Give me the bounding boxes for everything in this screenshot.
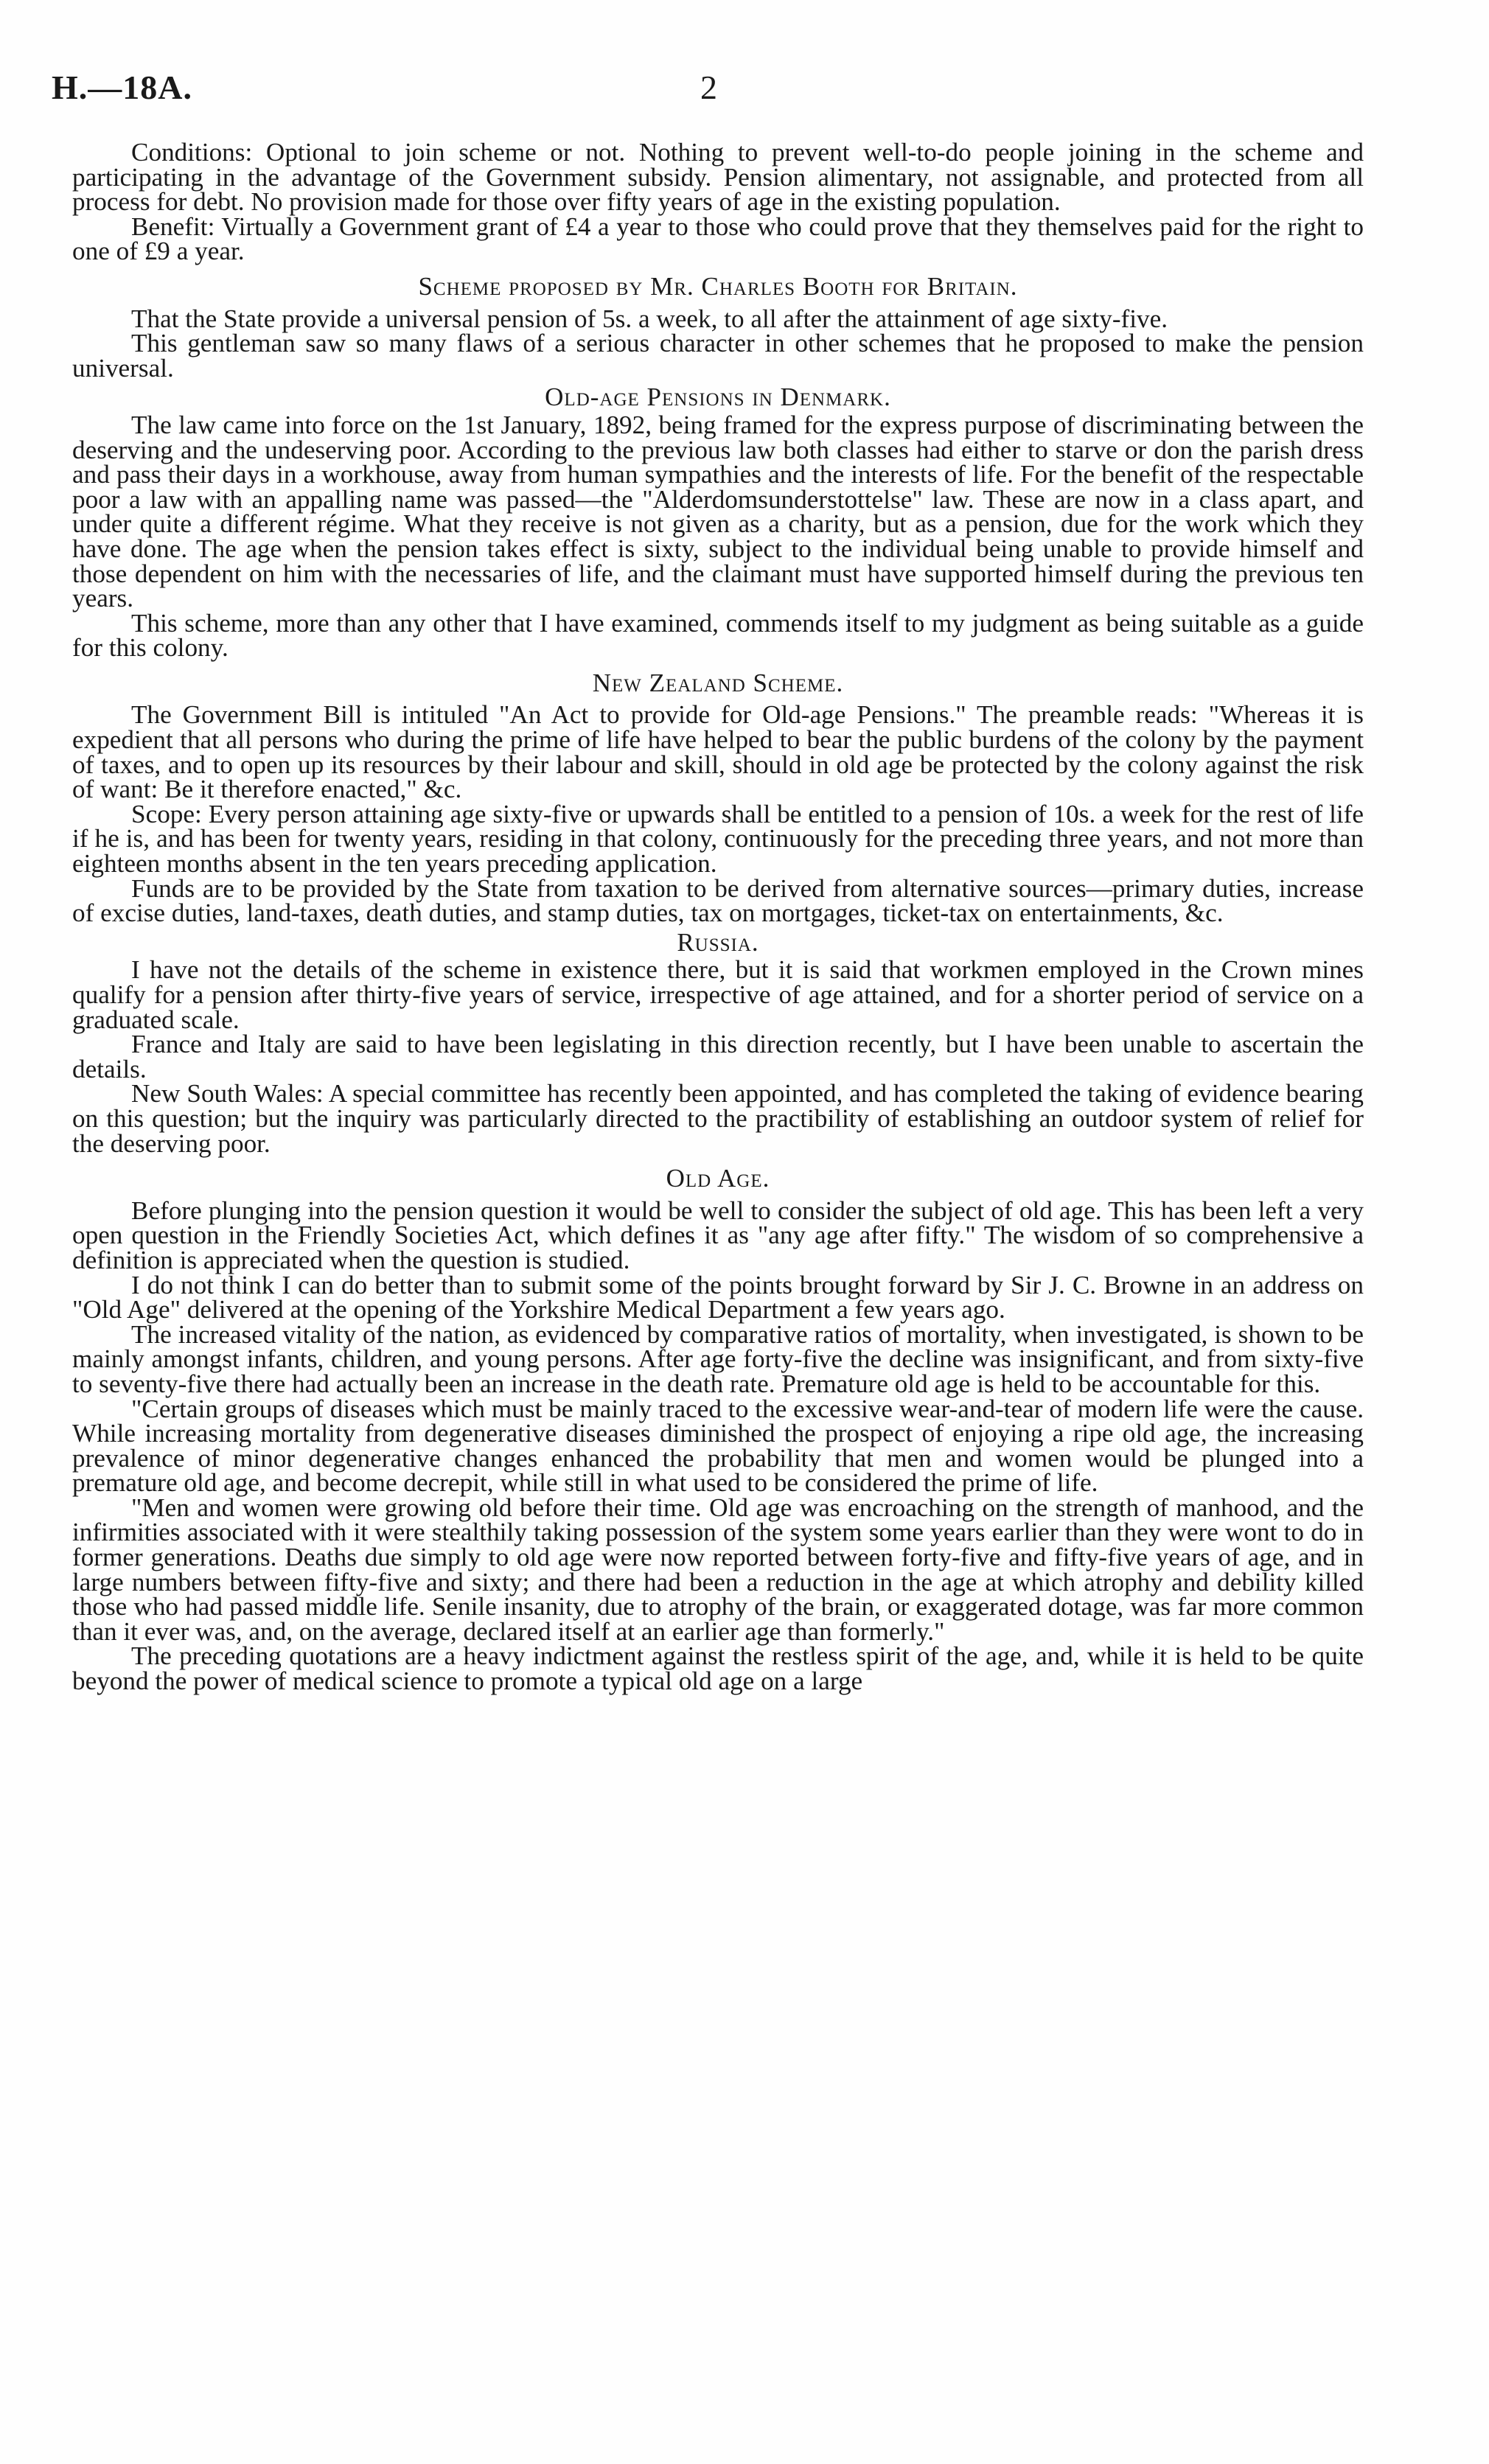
paragraph: The law came into force on the 1st January, 1892, being framed for the express purpose of discriminating between the deserving and the undeserving poor. According to the previous law both classes had either to starve or don the parish dress and pass their days in a workhouse, away from human sympathies and the interests of life. For the benefit of the respectable poor a law with an appalling name was passed—the "Alderdomsunderstottelse" law. These are now in a class apart, and under quite a different régime. What they receive is not given as a charity, but as a pension, due for the work which they have done. The age when the pension takes effect is sixty, subject to the individual being unable to provide himself and those dependent on him with the necessaries of life, and the claimant must have supported himself during the previous ten years. [72, 410, 1364, 613]
section-heading: Scheme proposed by Mr. Charles Booth for Britain. [418, 271, 1018, 301]
paragraph: Funds are to be provided by the State from taxation to be derived from alternative sources—primary duties, increase of excise duties, land-taxes, death duties, and stamp duties, tax on mortgages, ticket-tax on entertainments, &c. [72, 873, 1364, 928]
paragraph: I have not the details of the scheme in existence there, but it is said that workmen employed in the Crown mines qualify for a pension after thirty-five years of service, irrespective of age attained, and for a shorter period of service on a graduated scale. [72, 955, 1364, 1034]
paragraph: The preceding quotations are a heavy indictment against the restless spirit of the age, and, while it is held to be quite beyond the power of medical science to promote a typical old age on a large [72, 1641, 1364, 1696]
paragraph: Conditions: Optional to join scheme or not. Nothing to prevent well-to-do people joining in the scheme and participating in the advantage of the Government subsidy. Pension alimentary, not assignable, and protected from all process for debt. No provision made for those over fifty years of age in the existing population. [72, 138, 1364, 217]
page-number: 2 [700, 69, 717, 106]
section-heading: New Zealand Scheme. [592, 668, 844, 697]
document-reference: H.—18A. [52, 69, 192, 106]
paragraph: "Certain groups of diseases which must be mainly traced to the excessive wear-and-tear of modern life were the cause. While increasing mortality from degenerative diseases diminished the prospect of enjoying a ripe old age, the increasing prevalence of minor degenerative changes enhanced the probability that men and women would be plunged into a premature old age, and become decrepit, while still in what used to be considered the prime of life. [72, 1394, 1364, 1498]
paragraph: New South Wales: A special committee has recently been appointed, and has completed the taking of evidence bearing on this question; but the inquiry was particularly directed to the practibility of establishing an outdoor system of relief for the deserving poor. [72, 1079, 1364, 1158]
document-body [72, 140, 1364, 1694]
paragraph: Scope: Every person attaining age sixty-five or upwards shall be entitled to a pension of 10s. a week for the rest of life if he is, and has been for twenty years, residing in that colony, continuously for the preceding three years, and not more than eighteen months absent in the ten years preceding application. [72, 799, 1364, 879]
paragraph: I do not think I can do better than to submit some of the points brought forward by Sir J. C. Browne in an address on "Old Age" delivered at the opening of the Yorkshire Medical Department a few years ago. [72, 1270, 1364, 1325]
section-heading: Russia. [677, 927, 759, 957]
paragraph: The increased vitality of the nation, as evidenced by comparative ratios of mortality, when investigated, is shown to be mainly amongst infants, children, and young persons. After age forty-five the decline was insignificant, and from sixty-five to seventy-five there had actually been an increase in the death rate. Premature old age is held to be accountable for this. [72, 1319, 1364, 1398]
paragraph: That the State provide a universal pension of 5s. a week, to all after the attainment of age sixty-five. [131, 304, 1168, 333]
page-header [52, 68, 1437, 112]
paragraph: The Government Bill is intituled "An Act to provide for Old-age Pensions." The preamble reads: "Whereas it is expedient that all persons who during the prime of life have helped to bear the public burdens of the colony by the payment of taxes, and to open up its resources by their labour and skill, should in old age be protected by the colony against the risk of want: Be it therefore enacted," &c. [72, 700, 1364, 804]
paragraph: Before plunging into the pension question it would be well to consider the subject of old age. This has been left a very open question in the Friendly Societies Act, which defines it as "any age after fifty." The wisdom of so comprehensive a definition is appreciated when the question is studied. [72, 1196, 1364, 1274]
paragraph: "Men and women were growing old before their time. Old age was encroaching on the strength of manhood, and the infirmities associated with it were stealthily taking possession of the system some years earlier than they were wont to do in former generations. Deaths due simply to old age were now reported between forty-five and fifty-five years of age, and in large numbers between fifty-five and sixty; and there had been a reduction in the age at which atrophy and debility killed those who had passed middle life. Senile insanity, due to atrophy of the brain, or exaggerated dotage, was far more common than it ever was, and, on the average, declared itself at an earlier age than formerly." [72, 1493, 1364, 1646]
paragraph: Benefit: Virtually a Government grant of £4 a year to those who could prove that they themselves paid for the right to one of £9 a year. [72, 212, 1364, 266]
section-heading: Old Age. [666, 1164, 770, 1193]
section-heading: Old-age Pensions in Denmark. [545, 383, 891, 412]
paragraph: This scheme, more than any other that I have examined, commends itself to my judgment as being suitable as a guide for this colony. [72, 608, 1364, 663]
paragraph: This gentleman saw so many flaws of a serious character in other schemes that he proposed to make the pension universal. [72, 329, 1364, 383]
paragraph: France and Italy are said to have been legislating in this direction recently, but I have been unable to ascertain the details. [72, 1030, 1364, 1083]
